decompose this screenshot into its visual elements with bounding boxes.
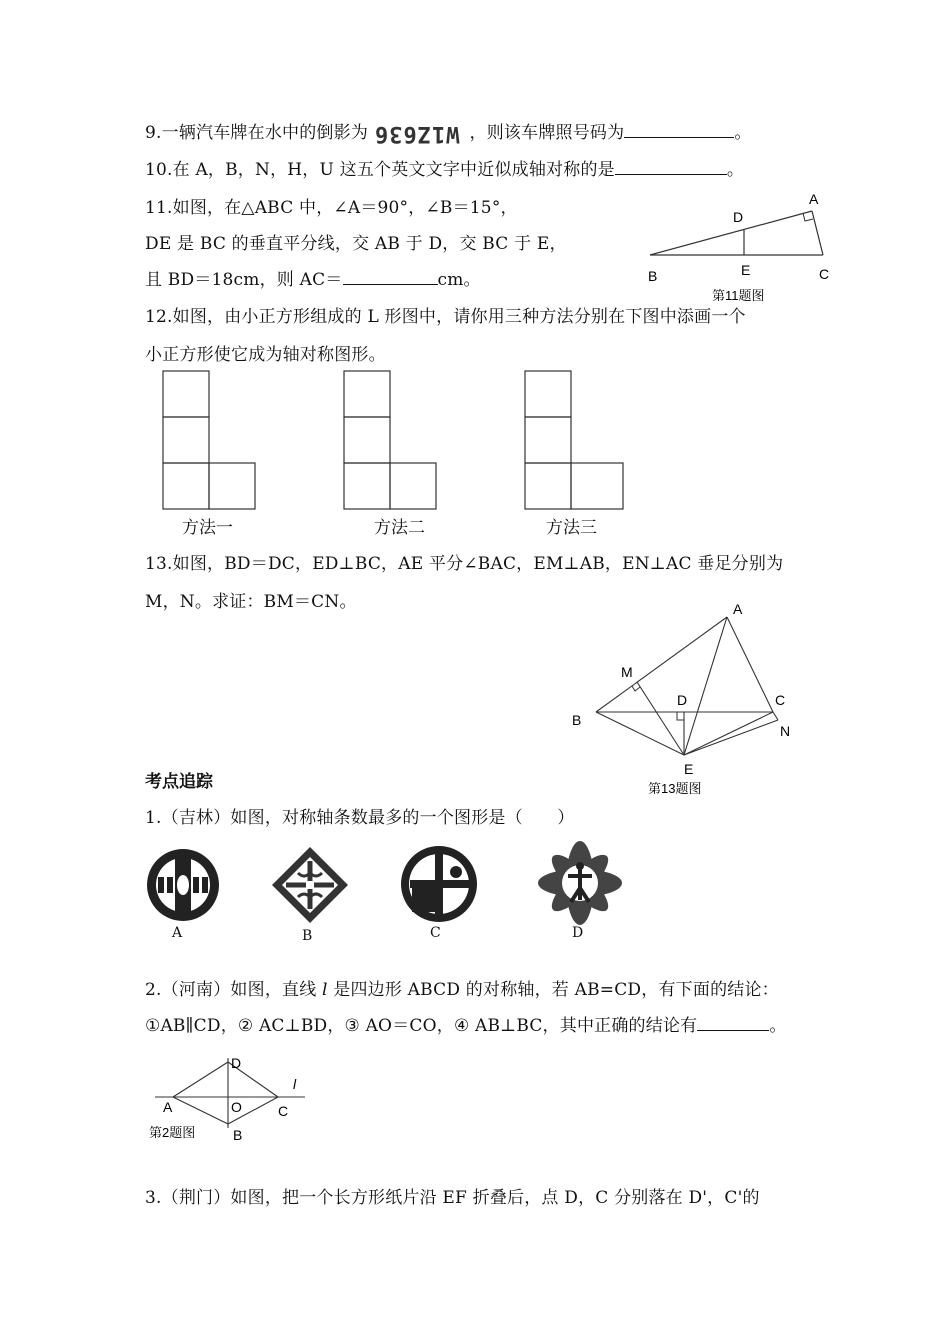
t2-line-variable: l — [322, 980, 328, 1000]
q11-answer-blank[interactable] — [343, 269, 438, 285]
t2-label-b: B — [233, 1127, 243, 1143]
t2-answer-blank[interactable] — [697, 1015, 769, 1031]
q9-pre: 9.一辆汽车牌在水中的倒影为 — [145, 123, 369, 143]
section-title: 考点追踪 — [145, 772, 213, 792]
q12-line1: 12.如图，由小正方形组成的 L 形图中，请你用三种方法分别在下图中添画一个 — [145, 307, 746, 327]
q13-figure — [560, 598, 810, 798]
q13-right-angle-d — [677, 712, 684, 720]
l-shape-2 — [344, 371, 436, 509]
l-shape-1 — [163, 371, 255, 509]
t1-option-c: C — [430, 925, 441, 941]
q13-line1: 13.如图，BD＝DC，ED⊥BC，AE 平分∠BAC，EM⊥AB，EN⊥AC 垂足分别为 — [145, 554, 784, 574]
q10-text: 10.在 A，B，N，H，U 这五个英文文字中近似成轴对称的是 — [145, 160, 615, 180]
t2-label-l: l — [293, 1076, 297, 1092]
l-shape-3 — [525, 371, 623, 509]
t2-line2 — [145, 1011, 787, 1036]
q11-label-c: C — [819, 266, 830, 282]
q11-label-e: E — [741, 262, 751, 278]
t2-label-o: O — [231, 1099, 242, 1115]
q9-end: 。 — [734, 123, 752, 143]
q13-label-a: A — [733, 601, 743, 617]
q9-answer-blank[interactable] — [624, 122, 734, 138]
q11-side-ac — [812, 211, 823, 255]
q13-seg-en — [684, 720, 778, 755]
q13-seg-ae — [684, 617, 727, 755]
method-2-label: 方法二 — [374, 518, 425, 538]
t1-option-a: A — [172, 925, 183, 941]
t2-figure — [145, 1050, 315, 1150]
q11-label-d: D — [733, 209, 744, 225]
t1-figure-a — [145, 845, 225, 925]
q11-line1: 11.如图，在△ABC 中，∠A＝90°，∠B＝15°， — [145, 198, 518, 218]
t2-line2-end: 。 — [769, 1016, 787, 1036]
t1-option-b: B — [302, 928, 313, 944]
q13-right-angle-m — [632, 686, 640, 691]
t1-option-d: D — [572, 925, 584, 941]
t2-label-a: A — [163, 1099, 173, 1115]
q13-seg-cn — [773, 712, 778, 720]
q13-label-m: M — [621, 664, 633, 680]
q13-seg-ac — [727, 617, 773, 712]
q11-line3-end: cm。 — [437, 270, 481, 290]
q11-line3 — [145, 265, 481, 290]
q10-end: 。 — [726, 160, 745, 180]
t2-caption: 第2题图 — [149, 1125, 196, 1140]
q13-label-d: D — [677, 692, 688, 708]
q13-seg-ce — [684, 712, 773, 755]
q9-line — [145, 118, 752, 146]
q11-side-ba — [650, 211, 812, 255]
t2-line1-post: 是四边形 ABCD 的对称轴，若 AB=CD，有下面的结论： — [333, 980, 779, 1000]
q11-label-b: B — [648, 268, 658, 284]
q10-answer-blank[interactable] — [615, 159, 727, 175]
t2-line1 — [145, 975, 779, 1000]
q12-l-shapes — [160, 369, 630, 514]
t1-figure-d — [535, 838, 625, 928]
q11-figure — [640, 190, 840, 302]
t3-line: 3.（荆门）如图，把一个长方形纸片沿 EF 折叠后，点 D，C 分别落在 D'，C'的 — [145, 1188, 760, 1208]
q11-caption: 第11题图 — [712, 288, 765, 303]
q13-caption: 第13题图 — [648, 781, 702, 796]
t2-line1-pre: 2.（河南）如图，直线 — [145, 980, 317, 1000]
t2-label-d: D — [231, 1055, 242, 1071]
t1-figure-c — [398, 842, 482, 926]
q13-seg-ab — [596, 617, 727, 712]
q11-line3-text: 且 BD＝18cm，则 AC＝ — [145, 270, 343, 290]
t2-seg-ab — [173, 1097, 228, 1124]
t2-line2-text: ①AB∥CD，② AC⊥BD，③ AO＝CO，④ AB⊥BC，其中正确的结论有 — [145, 1016, 698, 1036]
q11-label-a: A — [809, 191, 819, 207]
t1-figure-b — [268, 845, 352, 925]
q13-label-c: C — [775, 692, 786, 708]
method-3-label: 方法三 — [546, 518, 597, 538]
q9-post: ，则该车牌照号码为 — [469, 123, 625, 143]
q13-label-b: B — [572, 712, 582, 728]
q13-line2: M，N。求证：BM＝CN。 — [145, 592, 357, 612]
plate-reflection: W1Z636 — [374, 121, 460, 146]
q10-line — [145, 155, 744, 180]
q13-label-e: E — [684, 761, 694, 777]
t1-line: 1.（吉林）如图，对称轴条数最多的一个图形是（ ） — [145, 808, 575, 828]
t2-seg-ad — [173, 1062, 228, 1097]
q13-label-n: N — [780, 723, 791, 739]
t2-label-c: C — [278, 1103, 289, 1119]
q12-line2: 小正方形使它成为轴对称图形。 — [145, 345, 386, 365]
q11-line2: DE 是 BC 的垂直平分线，交 AB 于 D，交 BC 于 E， — [145, 234, 567, 254]
method-1-label: 方法一 — [182, 518, 233, 538]
q11-right-angle-mark — [803, 213, 813, 221]
